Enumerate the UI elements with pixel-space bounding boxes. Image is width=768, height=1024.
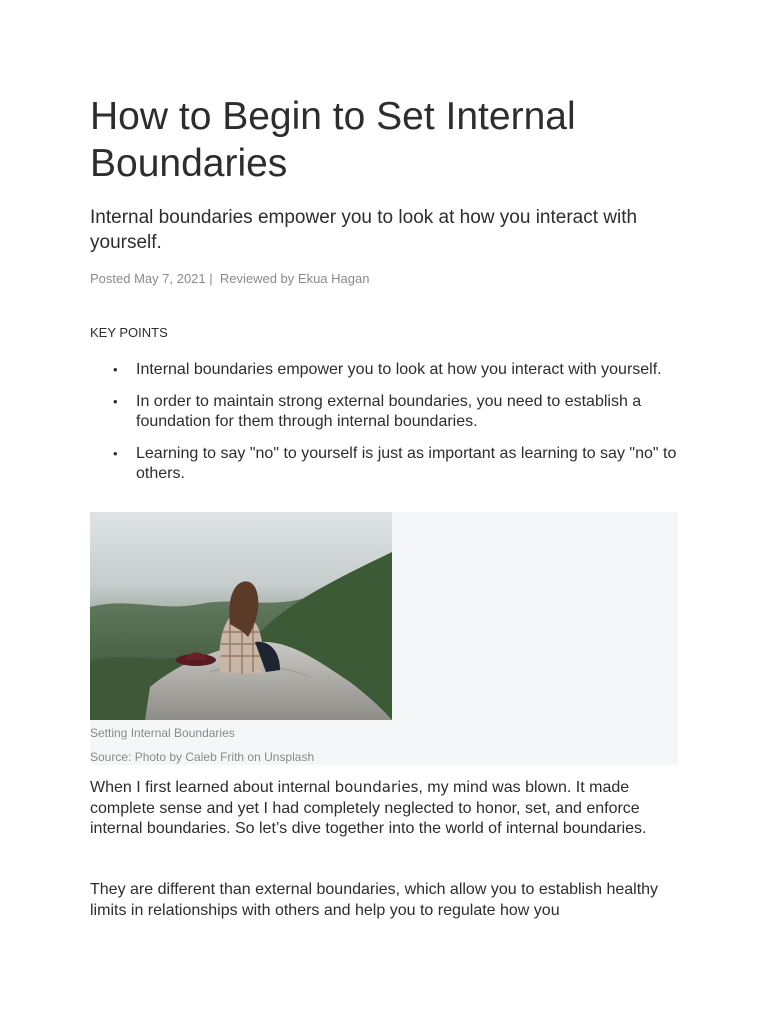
key-points-heading: KEY POINTS — [90, 325, 168, 340]
key-point-item: • In order to maintain strong external boundaries, you need to establish a foundation for them through internal boundaries. — [136, 392, 706, 432]
byline-separator: | — [205, 271, 220, 286]
posted-date: Posted May 7, 2021 — [90, 271, 206, 286]
key-point-item: • Internal boundaries empower you to look at how you interact with yourself. — [136, 360, 706, 380]
paragraph-text: , my mind was blown. It made complete sense and yet I had completely neglected to honor, set, and enforce internal boundaries. So let’s dive together into the world of internal boundaries. — [90, 779, 647, 837]
paragraph-text: When I first learned about internal — [90, 779, 335, 796]
article-photo — [90, 512, 392, 720]
body-paragraph: They are different than external boundaries, which allow you to establish healthy limits in relationships with others and help you to regulate how you — [90, 881, 659, 919]
boundaries-link[interactable]: boundaries — [334, 778, 419, 796]
article-title: How to Begin to Set Internal Boundaries — [90, 95, 576, 185]
figure-source: Source: Photo by Caleb Frith on Unsplash — [90, 750, 315, 764]
key-point-item: • Learning to say "no" to yourself is just as important as learning to say "no" to others. — [136, 444, 706, 484]
article-subtitle: Internal boundaries empower you to look at how you interact with yourself. — [90, 207, 638, 253]
reviewer-link[interactable]: Reviewed by Ekua Hagan — [219, 271, 370, 286]
body-paragraph — [90, 777, 682, 840]
article-figure — [90, 512, 678, 765]
figure-caption: Setting Internal Boundaries — [90, 726, 235, 740]
byline — [90, 271, 369, 287]
key-points-list — [110, 360, 706, 496]
